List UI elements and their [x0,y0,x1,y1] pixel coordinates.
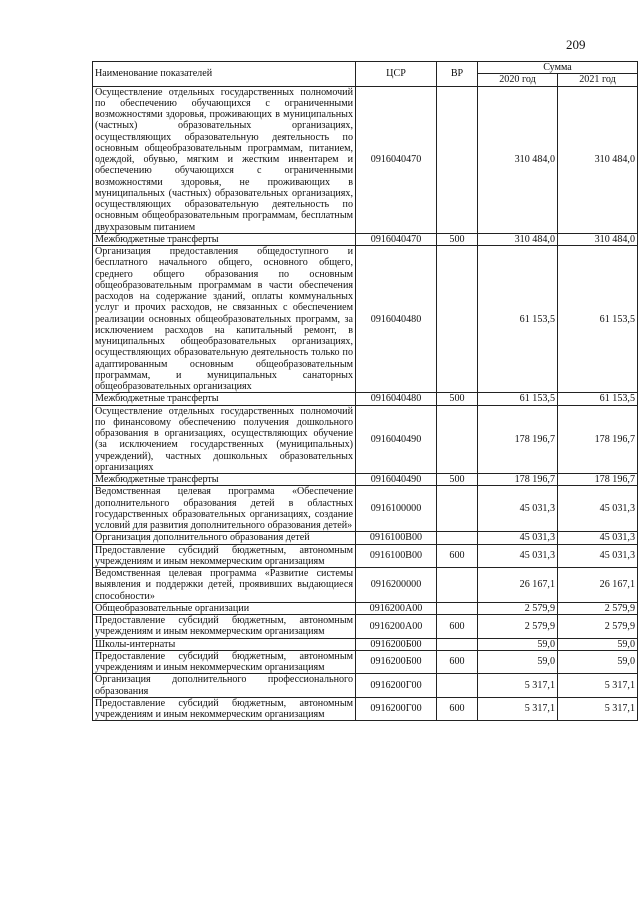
row-vr [437,86,478,233]
table-row [93,474,638,486]
row-vr: 600 [437,650,478,674]
row-vr [437,532,478,544]
row-name: Предоставление субсидий бюджетным, автономным учреждениям и иным некоммерческим организациям [93,650,356,674]
row-csr: 0916040490 [356,405,437,474]
row-sum-2020: 26 167,1 [478,568,558,603]
row-vr [437,486,478,532]
row-vr [437,602,478,614]
row-sum-2020: 310 484,0 [478,233,558,245]
table-row [93,638,638,650]
table-row [93,486,638,532]
row-sum-2020: 178 196,7 [478,405,558,474]
table-row [93,544,638,568]
row-vr: 500 [437,393,478,405]
row-sum-2021: 26 167,1 [558,568,638,603]
row-sum-2020: 45 031,3 [478,486,558,532]
row-vr: 600 [437,697,478,721]
row-vr: 600 [437,544,478,568]
row-name: Ведомственная целевая программа «Развитие системы выявления и поддержки детей, проявивших выдающиеся способности» [93,568,356,603]
row-csr: 0916100В00 [356,544,437,568]
row-name: Школы-интернаты [93,638,356,650]
row-sum-2020: 59,0 [478,650,558,674]
row-vr [437,246,478,393]
row-csr: 0916200Б00 [356,638,437,650]
row-sum-2020: 2 579,9 [478,602,558,614]
table-row [93,233,638,245]
row-name: Предоставление субсидий бюджетным, автономным учреждениям и иным некоммерческим организациям [93,697,356,721]
row-sum-2021: 45 031,3 [558,544,638,568]
row-sum-2021: 310 484,0 [558,233,638,245]
row-csr: 0916040470 [356,233,437,245]
row-csr: 0916040480 [356,246,437,393]
row-sum-2021: 310 484,0 [558,86,638,233]
row-csr: 0916200Б00 [356,650,437,674]
row-csr: 0916200Г00 [356,697,437,721]
row-sum-2020: 5 317,1 [478,697,558,721]
header-sum: Сумма [478,62,638,74]
row-name: Организация предоставления общедоступного и бесплатного начального общего, основного общего, среднего общего образования по основным общеобразовательным программам в части обеспечения расходов на содержание зданий, оплаты коммунальных услуг и прочих расходов, не связанных с обеспечением реализации основных общеобразовательных программ, за исключением расходов на капитальный ремонт, в муниципальных общеобразовательных организациях, осуществляющих образовательную деятельность только по адаптированным основным общеобразовательным программам, и муниципальных санаторных общеобразовательных организациях [93,246,356,393]
row-sum-2020: 45 031,3 [478,544,558,568]
table-row [93,674,638,698]
row-sum-2020: 61 153,5 [478,393,558,405]
row-sum-2020: 59,0 [478,638,558,650]
row-vr [437,405,478,474]
row-csr: 0916100В00 [356,532,437,544]
row-csr: 0916040480 [356,393,437,405]
row-sum-2021: 59,0 [558,650,638,674]
row-sum-2021: 45 031,3 [558,486,638,532]
row-sum-2021: 61 153,5 [558,246,638,393]
header-name: Наименование показателей [93,62,356,87]
row-sum-2020: 310 484,0 [478,86,558,233]
table-header [93,62,638,87]
header-year-2020: 2020 год [478,74,558,86]
row-vr: 500 [437,233,478,245]
row-name: Межбюджетные трансферты [93,474,356,486]
table-row [93,615,638,639]
row-sum-2020: 61 153,5 [478,246,558,393]
row-name: Общеобразовательные организации [93,602,356,614]
row-csr: 0916200Г00 [356,674,437,698]
row-csr: 0916040490 [356,474,437,486]
row-csr: 0916100000 [356,486,437,532]
row-name: Предоставление субсидий бюджетным, автономным учреждениям и иным некоммерческим организациям [93,615,356,639]
table-row [93,697,638,721]
table-row [93,246,638,393]
table-body [93,86,638,721]
row-name: Организация дополнительного профессионального образования [93,674,356,698]
row-sum-2021: 178 196,7 [558,474,638,486]
row-name: Осуществление отдельных государственных полномочий по обеспечению обучающихся с ограниченными возможностями здоровья, проживающих в муниципальных (частных) образовательных организациях, осуществляющих образовательную деятельность по основным общеобразовательным программам, питанием, одеждой, обувью, мягким и жестким инвентарем и обеспечению обучающихся с ограниченными возможностями здоровья, не проживающих в муниципальных (частных) образовательных организациях, осуществляющих образовательную деятельность по основным общеобразовательным программам, бесплатным двухразовым питанием [93,86,356,233]
row-name: Предоставление субсидий бюджетным, автономным учреждениям и иным некоммерческим организациям [93,544,356,568]
row-sum-2021: 59,0 [558,638,638,650]
row-sum-2021: 2 579,9 [558,615,638,639]
budget-table [92,61,638,721]
row-vr: 600 [437,615,478,639]
table-row [93,393,638,405]
row-sum-2021: 45 031,3 [558,532,638,544]
row-sum-2021: 178 196,7 [558,405,638,474]
header-vr: ВР [437,62,478,87]
row-name: Межбюджетные трансферты [93,393,356,405]
header-csr: ЦСР [356,62,437,87]
row-csr: 0916200А00 [356,615,437,639]
row-vr [437,638,478,650]
row-sum-2020: 178 196,7 [478,474,558,486]
row-name: Организация дополнительного образования детей [93,532,356,544]
row-name: Межбюджетные трансферты [93,233,356,245]
table-row [93,602,638,614]
row-csr: 0916040470 [356,86,437,233]
header-year-2021: 2021 год [558,74,638,86]
row-sum-2020: 45 031,3 [478,532,558,544]
page-number: 209 [566,37,586,52]
table-row [93,86,638,233]
row-name: Ведомственная целевая программа «Обеспечение дополнительного образования детей в областных государственных образовательных организациях, создание условий для развития дополнительного образования детей» [93,486,356,532]
row-sum-2021: 2 579,9 [558,602,638,614]
row-sum-2021: 5 317,1 [558,697,638,721]
table-row [93,405,638,474]
row-sum-2020: 5 317,1 [478,674,558,698]
row-sum-2020: 2 579,9 [478,615,558,639]
row-csr: 0916200А00 [356,602,437,614]
row-vr [437,674,478,698]
row-sum-2021: 61 153,5 [558,393,638,405]
row-name: Осуществление отдельных государственных полномочий по финансовому обеспечению получения дошкольного образования в организациях, осуществляющих обучение (за исключением государственных (муниципальных) учреждений), частных дошкольных образовательных организациях [93,405,356,474]
row-vr [437,568,478,603]
row-sum-2021: 5 317,1 [558,674,638,698]
row-vr: 500 [437,474,478,486]
table-row [93,650,638,674]
table-row [93,568,638,603]
table-row [93,532,638,544]
row-csr: 0916200000 [356,568,437,603]
